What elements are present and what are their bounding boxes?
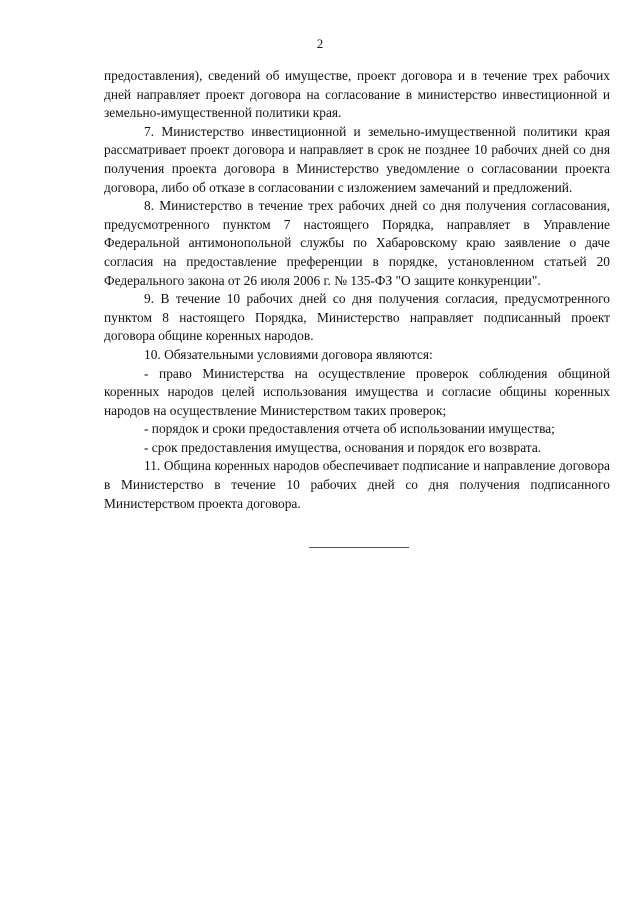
page-number: 2 bbox=[316, 36, 324, 51]
paragraph-item-11: 11. Община коренных народов обеспечивает подписание и направление договора в Министерство в течение 10 рабочих дней со дня получения подписанного Министерством проекта договора. bbox=[104, 458, 610, 511]
paragraph-item-7: 7. Министерство инвестиционной и земельно-имущественной политики края рассматривает проект договора и направляет в срок не позднее 10 рабочих дней со дня получения проекта договора в Министерство уведомление о согласовании проекта договора, либо об отказе в согласовании с изложением замечаний и предложений. bbox=[104, 123, 610, 195]
paragraph-item-9: 9. В течение 10 рабочих дней со дня получения согласия, предусмотренного пунктом 8 настоящего Порядка, Министерство направляет подписанный проект договора общине коренных народов. bbox=[104, 291, 610, 344]
paragraph-continuation: предоставления), сведений об имуществе, проект договора и в течение трех рабочих дней направляет проект договора на согласование в министерство инвестиционной и земельно-имущественной политики края. bbox=[104, 68, 610, 121]
paragraph-item-8: 8. Министерство в течение трех рабочих дней со дня получения согласования, предусмотренного пунктом 7 настоящего Порядка, направляет в Управление Федеральной антимонопольной службы по Хабаровскому краю заявление о даче согласия на предоставление преференции в порядке, установленном статьей 20 Федерального закона от 26 июля 2006 г. № 135-ФЗ "О защите конкуренции". bbox=[104, 198, 610, 288]
condition-item-inspections: - право Министерства на осуществление проверок соблюдения общиной коренных народов целей использования имущества и согласие общины коренных народов на осуществление Министерством таких проверок; bbox=[104, 365, 610, 418]
condition-item-term: - срок предоставления имущества, основания и порядок его возврата. bbox=[144, 439, 542, 455]
paragraph-item-10: 10. Обязательными условиями договора являются: bbox=[144, 346, 433, 362]
condition-item-report: - порядок и сроки предоставления отчета об использовании имущества; bbox=[144, 421, 555, 437]
document-body bbox=[104, 67, 610, 513]
end-separator-line bbox=[309, 547, 409, 548]
